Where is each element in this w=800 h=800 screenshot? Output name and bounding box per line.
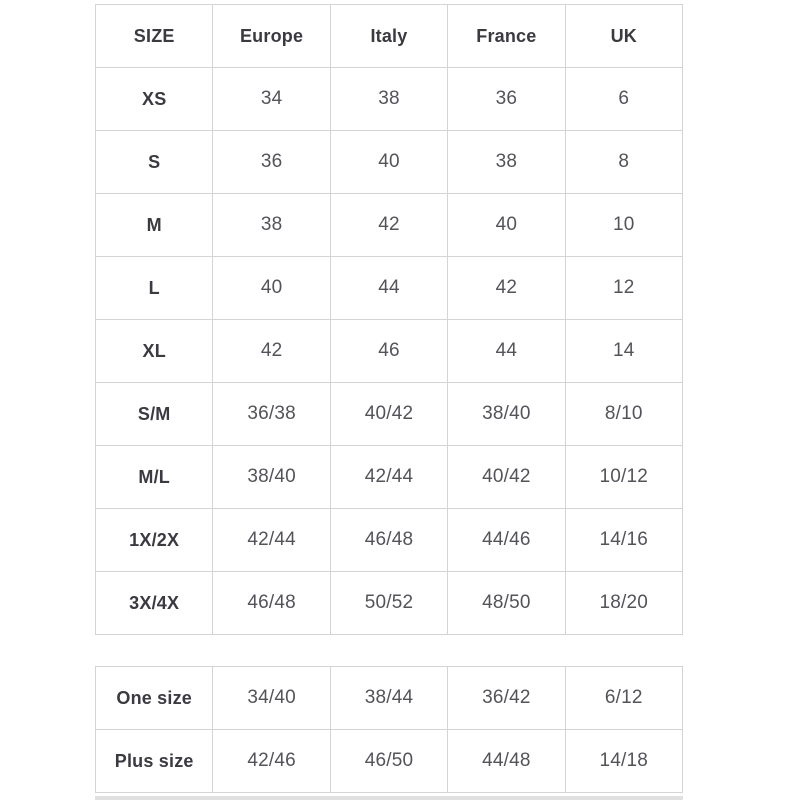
table-row — [96, 446, 683, 509]
value-cell: 14/16 — [565, 509, 682, 572]
value-cell: 10 — [565, 194, 682, 257]
value-cell: 34 — [213, 68, 330, 131]
value-cell: 6 — [565, 68, 682, 131]
region-column-header: France — [448, 5, 565, 68]
value-cell: 42/46 — [213, 730, 330, 793]
region-column-header: Italy — [330, 5, 447, 68]
table-row — [96, 509, 683, 572]
table-row — [96, 194, 683, 257]
value-cell: 8 — [565, 131, 682, 194]
value-cell: 40 — [448, 194, 565, 257]
value-cell: 34/40 — [213, 667, 330, 730]
region-column-header: UK — [565, 5, 682, 68]
value-cell: 38 — [448, 131, 565, 194]
value-cell: 36 — [213, 131, 330, 194]
header-row — [96, 5, 683, 68]
value-cell: 44/48 — [448, 730, 565, 793]
value-cell: 46/50 — [330, 730, 447, 793]
value-cell: 10/12 — [565, 446, 682, 509]
size-label-cell: XL — [96, 320, 213, 383]
value-cell: 50/52 — [330, 572, 447, 635]
region-column-header: Europe — [213, 5, 330, 68]
size-label-cell: M/L — [96, 446, 213, 509]
size-label-cell: Plus size — [96, 730, 213, 793]
value-cell: 38/44 — [330, 667, 447, 730]
size-label-cell: 1X/2X — [96, 509, 213, 572]
value-cell: 44 — [448, 320, 565, 383]
value-cell: 38/40 — [448, 383, 565, 446]
value-cell: 42/44 — [330, 446, 447, 509]
value-cell: 12 — [565, 257, 682, 320]
value-cell: 38 — [213, 194, 330, 257]
value-cell: 6/12 — [565, 667, 682, 730]
value-cell: 40/42 — [330, 383, 447, 446]
size-tables-container — [95, 4, 683, 793]
value-cell: 44 — [330, 257, 447, 320]
value-cell: 42/44 — [213, 509, 330, 572]
value-cell: 40/42 — [448, 446, 565, 509]
extra-sizes-table — [95, 666, 683, 793]
value-cell: 14 — [565, 320, 682, 383]
table-row — [96, 68, 683, 131]
size-label-cell: S — [96, 131, 213, 194]
size-label-cell: M — [96, 194, 213, 257]
table-row — [96, 572, 683, 635]
table-row — [96, 730, 683, 793]
size-conversion-table — [95, 4, 683, 635]
table-row — [96, 383, 683, 446]
value-cell: 36 — [448, 68, 565, 131]
cutoff-next-section-edge — [95, 796, 683, 800]
value-cell: 46/48 — [330, 509, 447, 572]
value-cell: 48/50 — [448, 572, 565, 635]
size-label-cell: One size — [96, 667, 213, 730]
value-cell: 36/38 — [213, 383, 330, 446]
value-cell: 42 — [213, 320, 330, 383]
value-cell: 38/40 — [213, 446, 330, 509]
value-cell: 42 — [330, 194, 447, 257]
value-cell: 40 — [213, 257, 330, 320]
table-row — [96, 257, 683, 320]
value-cell: 46/48 — [213, 572, 330, 635]
value-cell: 18/20 — [565, 572, 682, 635]
size-label-cell: L — [96, 257, 213, 320]
table-row — [96, 320, 683, 383]
value-cell: 44/46 — [448, 509, 565, 572]
value-cell: 14/18 — [565, 730, 682, 793]
size-label-cell: S/M — [96, 383, 213, 446]
table-row — [96, 667, 683, 730]
size-label-cell: XS — [96, 68, 213, 131]
value-cell: 38 — [330, 68, 447, 131]
value-cell: 40 — [330, 131, 447, 194]
extra-sizes-table-body — [96, 667, 683, 793]
size-column-header: SIZE — [96, 5, 213, 68]
value-cell: 8/10 — [565, 383, 682, 446]
size-label-cell: 3X/4X — [96, 572, 213, 635]
table-row — [96, 131, 683, 194]
value-cell: 36/42 — [448, 667, 565, 730]
size-conversion-table-body — [96, 5, 683, 635]
value-cell: 46 — [330, 320, 447, 383]
value-cell: 42 — [448, 257, 565, 320]
